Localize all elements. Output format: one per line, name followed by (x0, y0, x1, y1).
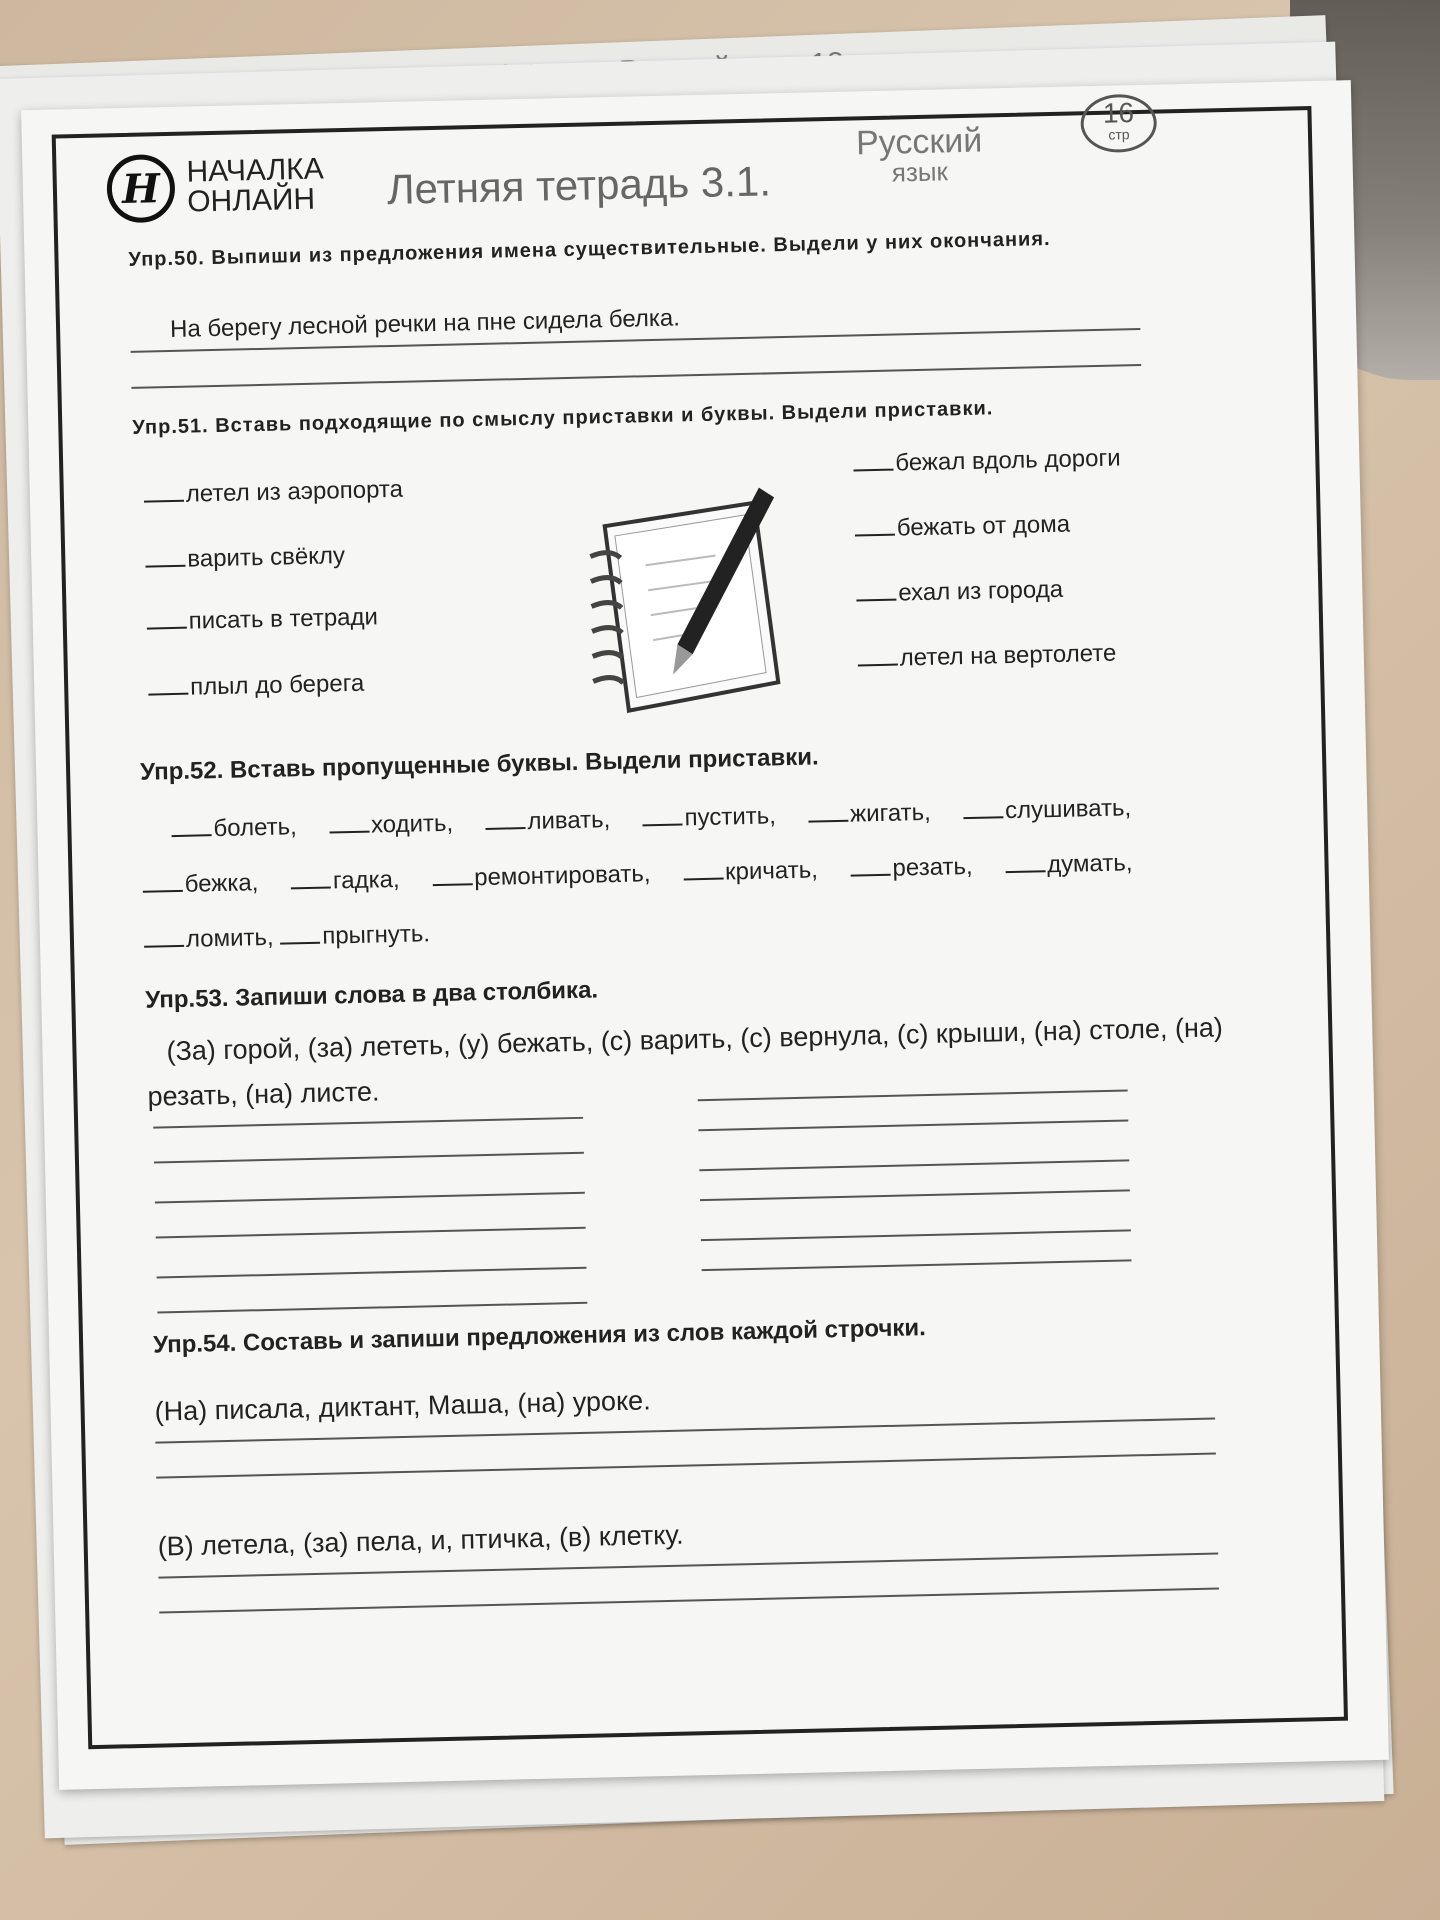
ex51-right-3 (856, 576, 1063, 609)
ex51-right-2 (855, 511, 1071, 544)
ex52-item: гадка, (291, 866, 400, 896)
ex52-item: ходить, (329, 810, 454, 841)
column-line-left (154, 1152, 584, 1164)
ex52-item: прыгнуть. (280, 920, 430, 950)
ex51-left-2 (145, 542, 345, 575)
blank[interactable] (1005, 870, 1045, 873)
column-line-left (155, 1192, 585, 1204)
exercise-53-title: Упр.53. Запиши слова в два столбика. (145, 976, 599, 1014)
ex51-left-4 (148, 670, 365, 703)
brand-line-1: НАЧАЛКА (186, 152, 325, 189)
blank[interactable] (808, 820, 848, 823)
blank[interactable] (486, 827, 526, 830)
blank[interactable] (144, 500, 184, 503)
column-line-right (698, 1119, 1128, 1131)
answer-line (131, 364, 1141, 389)
blank[interactable] (963, 816, 1003, 819)
column-line-right (700, 1189, 1130, 1201)
page-title: Летняя тетрадь 3.1. (386, 157, 772, 214)
ex51-right-text: бежать от дома (896, 510, 1071, 542)
ex54-line-2: (В) летела, (за) пела, и, птичка, (в) клетку. (157, 1519, 684, 1562)
blank[interactable] (432, 883, 472, 886)
blank[interactable] (148, 693, 188, 696)
blank[interactable] (145, 565, 185, 568)
blank[interactable] (172, 834, 212, 837)
exercise-50 (128, 222, 1128, 275)
ex52-item: думать, (1005, 849, 1133, 880)
column-line-left (157, 1267, 587, 1279)
ex52-row-2 (142, 849, 1132, 899)
notepad-pencil-icon (574, 482, 809, 727)
blank[interactable] (147, 627, 187, 630)
ex54-line-1: (На) писала, диктант, Маша, (на) уроке. (154, 1385, 651, 1427)
ex51-right-1 (853, 444, 1121, 478)
exercise-54-title: Упр.54. Составь и запиши предложения из слов каждой строчки. (152, 1314, 927, 1359)
brand-logo (106, 150, 325, 223)
ex52-item: жигать, (808, 799, 931, 830)
exercise-51 (132, 397, 993, 440)
column-line-right (698, 1089, 1128, 1101)
blank[interactable] (291, 886, 331, 889)
ex51-left-3 (146, 603, 378, 636)
worksheet-page (21, 80, 1389, 1790)
column-line-left (157, 1302, 587, 1314)
exercise-50-sentence: На берегу лесной речки на пне сидела белка. (169, 304, 681, 343)
blank[interactable] (856, 599, 896, 602)
blank[interactable] (144, 945, 184, 948)
logo-text (186, 154, 324, 217)
exercise-51-title: Упр.51. Вставь подходящие по смыслу приставки и буквы. Выдели приставки. (132, 397, 994, 439)
answer-line (159, 1588, 1219, 1614)
subject-line-2: язык (891, 156, 949, 188)
ex51-right-4 (857, 640, 1116, 674)
exercise-52 (140, 743, 819, 786)
ex52-row-3 (144, 920, 431, 954)
exercise-54 (153, 1314, 926, 1360)
blank[interactable] (851, 874, 891, 877)
blank[interactable] (853, 469, 893, 472)
ex51-right-text: ехал из города (897, 575, 1064, 607)
blank[interactable] (643, 823, 683, 826)
column-line-left (156, 1227, 586, 1239)
page-number: 16 (1102, 97, 1135, 129)
ex51-left-text: летел из аэропорта (185, 475, 404, 508)
blank[interactable] (143, 890, 183, 893)
ex52-item: ремонтировать, (432, 860, 651, 893)
ex51-right-text: летел на вертолете (899, 639, 1117, 672)
blank[interactable] (855, 534, 895, 537)
column-line-right (702, 1259, 1132, 1271)
subject-label (855, 121, 983, 189)
blank[interactable] (280, 942, 320, 945)
exercise-50-title: Упр.50. Выпиши из предложения имена существительные. Выдели у них окончания. (128, 227, 1051, 271)
column-line-right (699, 1159, 1129, 1171)
blank[interactable] (858, 664, 898, 667)
ex51-left-text: варить свёклу (187, 542, 346, 573)
ex52-item: пустить, (642, 802, 776, 833)
ex52-item: ливать, (485, 806, 610, 837)
ex52-item: ломить, (144, 924, 274, 954)
ex52-row-1 (171, 794, 1131, 844)
page-number-badge (1080, 94, 1157, 154)
blank[interactable] (329, 831, 369, 834)
page-frame (52, 97, 1348, 1749)
brand-line-2: ОНЛАЙН (186, 182, 316, 219)
exercise-52-title: Упр.52. Вставь пропущенные буквы. Выдели приставки. (139, 743, 819, 786)
ex52-item: бежка, (142, 869, 258, 900)
page-label: стр (1108, 126, 1130, 143)
ex52-item: слушивать, (963, 794, 1132, 826)
ex52-item: резать, (850, 853, 973, 884)
column-line-right (701, 1229, 1131, 1241)
ex51-left-1 (144, 476, 404, 510)
ex51-right-text: бежал вдоль дороги (895, 444, 1121, 477)
ex53-text-line-2: резать, (на) листе. (147, 1076, 380, 1112)
column-line-left (153, 1117, 583, 1129)
blank[interactable] (683, 878, 723, 881)
ex53-text-line-1: (За) горой, (за) лететь, (у) бежать, (с) варить, (с) вернула, (с) крыши, (на) столе, (на) (166, 1012, 1224, 1067)
exercise-53 (145, 976, 598, 1014)
logo-icon: Н (106, 154, 176, 224)
answer-line (156, 1453, 1216, 1479)
ex52-item: болеть, (171, 813, 297, 844)
ex51-left-text: плыл до берега (189, 669, 365, 701)
ex51-left-text: писать в тетради (188, 603, 379, 635)
ex52-item: кричать, (683, 856, 818, 887)
subject-line-1: Русский (855, 121, 983, 163)
